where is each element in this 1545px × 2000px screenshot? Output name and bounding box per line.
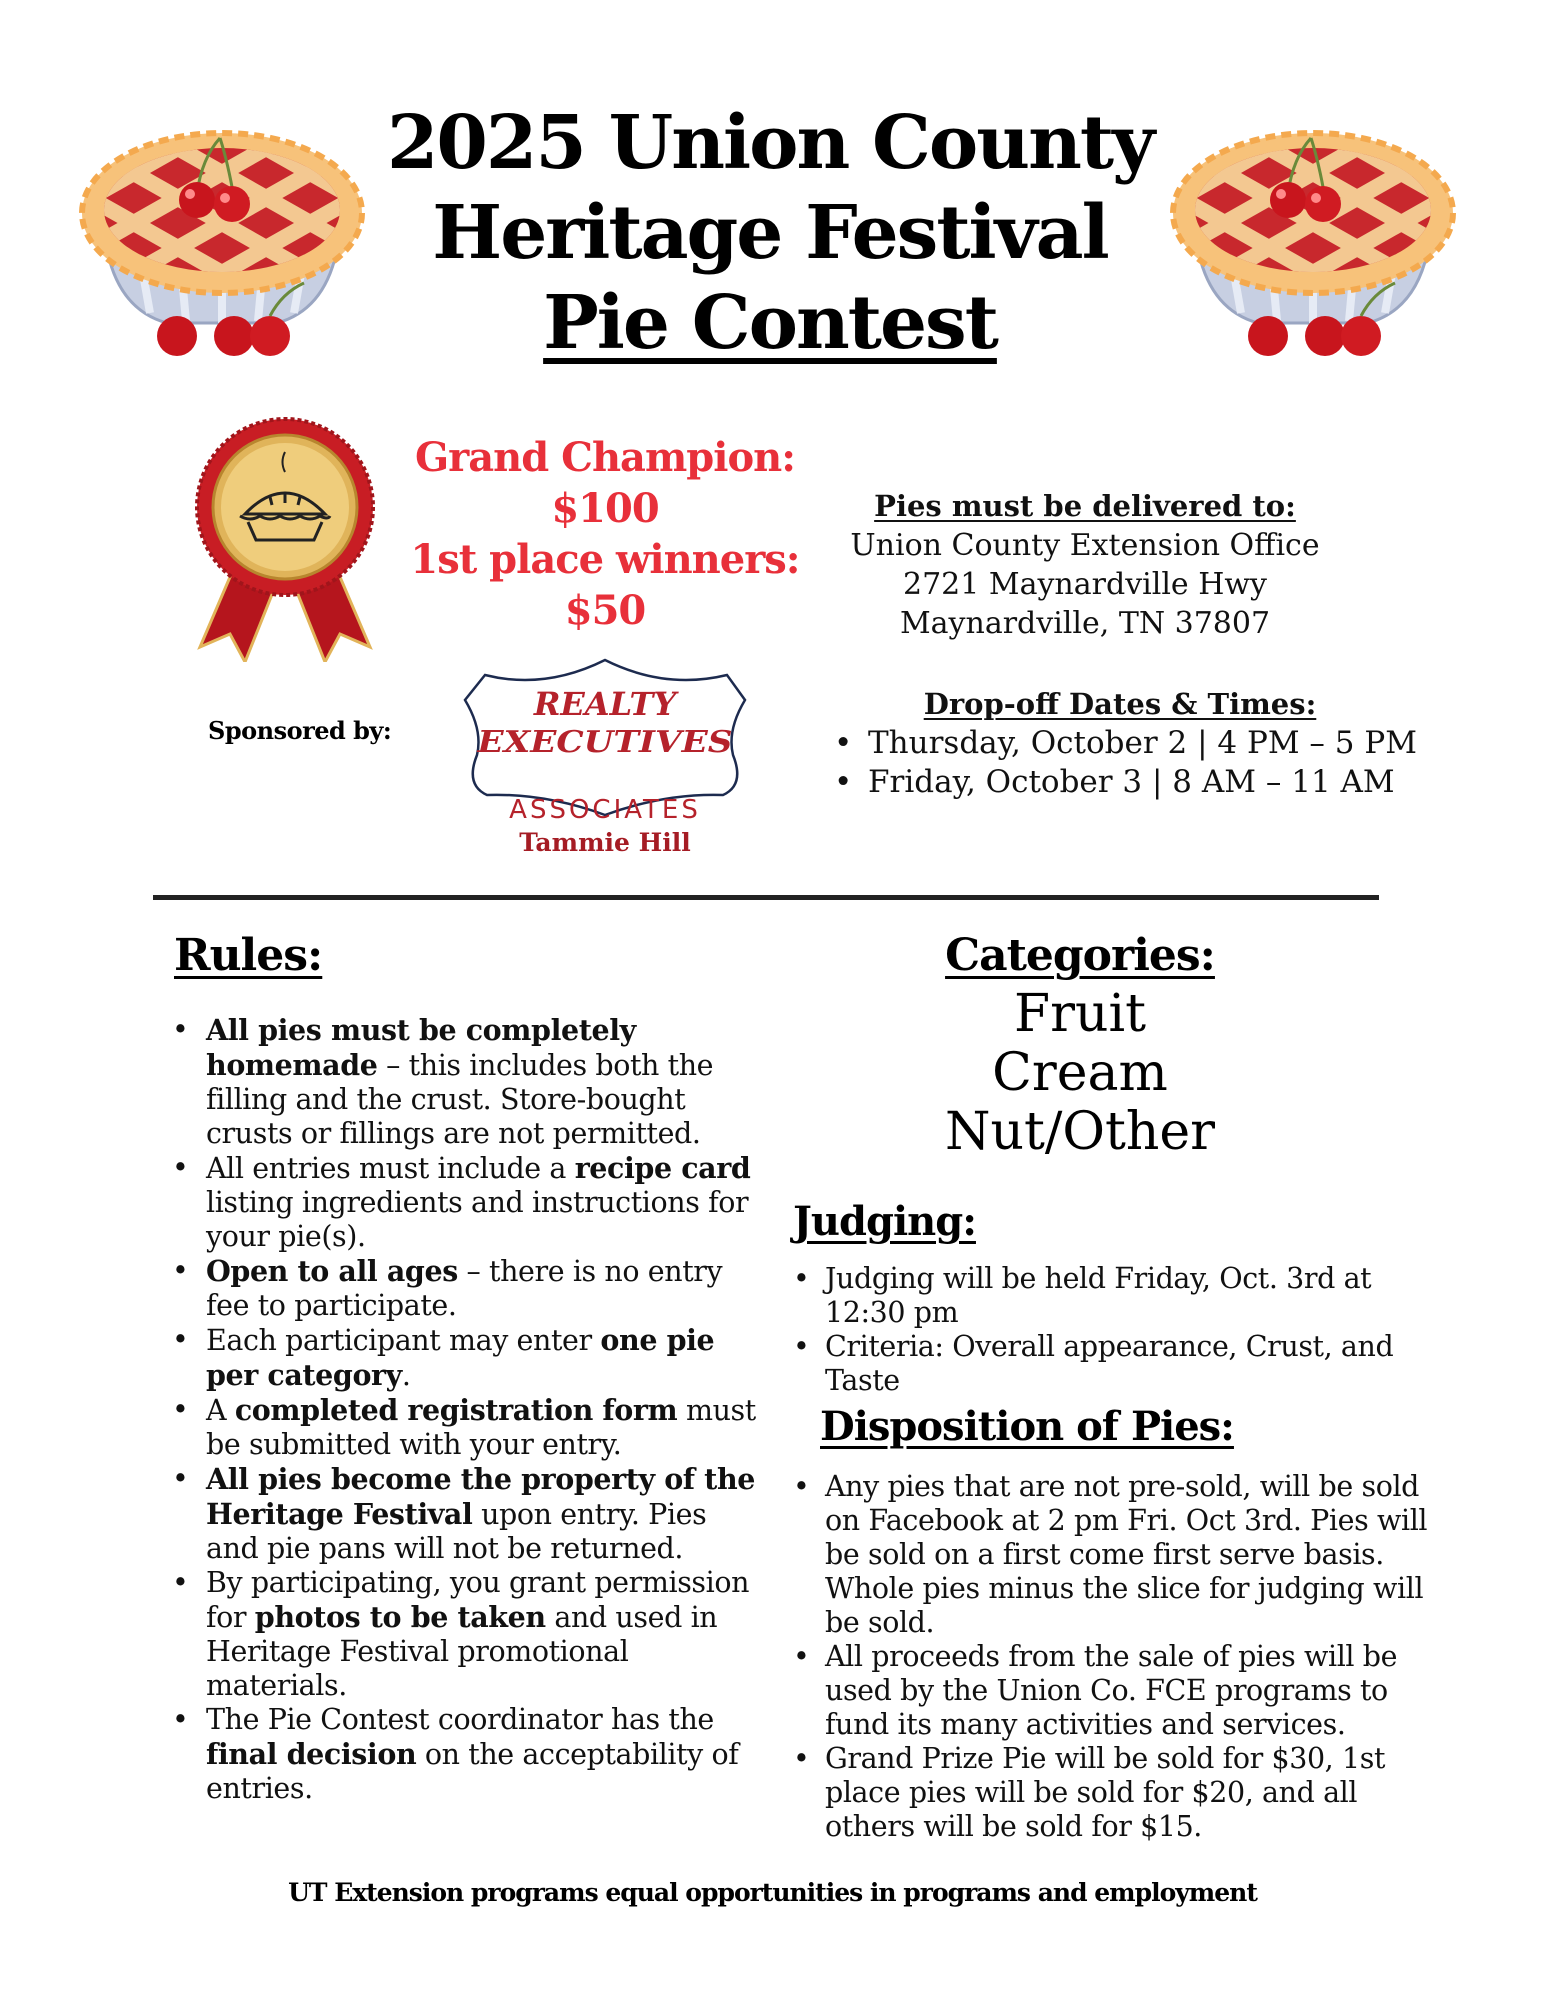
rule-emphasis: one pie per category (206, 1323, 715, 1392)
delivery-heading: Pies must be delivered to: (874, 489, 1296, 523)
judging-heading: Judging: (793, 1198, 976, 1245)
rule-text: A (206, 1394, 235, 1427)
rule-item (172, 1393, 762, 1462)
disposition-item: • All proceeds from the sale of pies will be used by the Union Co. FCE programs to fund its many activities and services. (793, 1640, 1443, 1742)
title-line-3: Pie Contest (543, 280, 997, 366)
cherry-pie-icon (72, 118, 372, 358)
award-ribbon-medal-icon (190, 412, 380, 662)
first-place-label: 1st place winners: (410, 536, 800, 583)
disposition-list (793, 1470, 1443, 1844)
title-line-2: Heritage Festival (432, 190, 1108, 276)
rule-text: upon entry. Pies and pie pans will not be returned. (206, 1498, 707, 1565)
rule-text: All entries must include a (206, 1152, 575, 1185)
rule-item (172, 1703, 762, 1806)
rule-text: on the acceptability of entries. (206, 1738, 739, 1805)
rule-item (172, 1254, 762, 1323)
category-item: Cream (992, 1043, 1168, 1103)
disposition-item: • Any pies that are not pre-sold, will be sold on Facebook at 2 pm Fri. Oct 3rd. Pies will be sold on a first come first serve basis. Whole pies minus the slice for judging will be sold. (793, 1470, 1443, 1640)
rule-emphasis: completed registration form (234, 1393, 678, 1427)
dropoff-item: • Friday, October 3 | 8 AM – 11 AM (868, 763, 1440, 802)
grand-champion-label: Grand Champion: (415, 434, 795, 481)
rule-emphasis: photos to be taken (254, 1600, 546, 1634)
rule-item (172, 1151, 762, 1254)
first-place-amount: $50 (564, 587, 646, 634)
judging-item: • Judging will be held Friday, Oct. 3rd at 12:30 pm (793, 1262, 1433, 1330)
dropoff-list (820, 724, 1440, 802)
rule-text: – this includes both the filling and the crust. Store-bought crusts or fillings are not permitted. (206, 1049, 714, 1150)
logo-text-realty: REALTY (533, 685, 677, 723)
category-item: Fruit (1014, 984, 1146, 1044)
delivery-address-line: Maynardville, TN 37807 (899, 606, 1271, 641)
judging-item: • Criteria: Overall appearance, Crust, and Taste (793, 1330, 1433, 1398)
judging-list (793, 1262, 1433, 1398)
rule-item (172, 1462, 762, 1566)
category-item: Nut/Other (944, 1102, 1216, 1162)
delivery-info (840, 487, 1330, 643)
logo-text-executives: EXECUTIVES (476, 725, 733, 760)
rule-text: The Pie Contest coordinator has the (206, 1703, 714, 1736)
rule-emphasis: final decision (206, 1737, 417, 1771)
rule-text: By participating, you grant permission for (206, 1566, 750, 1634)
cherry-pie-icon (1163, 118, 1463, 358)
rule-emphasis: All pies must be completely homemade (206, 1013, 636, 1082)
rules-heading: Rules: (174, 930, 323, 981)
rule-text: . (401, 1359, 411, 1392)
rule-text: must be submitted with your entry. (206, 1394, 756, 1461)
logo-associates: ASSOCIATES (509, 795, 701, 825)
rule-item (172, 1566, 762, 1703)
categories-heading-text: Categories: (945, 930, 1215, 981)
delivery-address-line: 2721 Maynardville Hwy (903, 567, 1267, 602)
page-title (360, 98, 1180, 368)
prize-amounts (395, 432, 815, 636)
delivery-address-line: Union County Extension Office (850, 528, 1320, 563)
disposition-heading: Disposition of Pies: (820, 1403, 1234, 1450)
dropoff-heading: Drop-off Dates & Times: (923, 687, 1317, 721)
dropoff-info (820, 685, 1440, 802)
rule-text: listing ingredients and instructions for your pie(s). (206, 1186, 749, 1253)
sponsor-name: Tammie Hill (519, 828, 691, 857)
rule-text: Each participant may enter (206, 1324, 601, 1357)
rule-text: and used in Heritage Festival promotional materials. (206, 1601, 718, 1702)
disposition-item: • Grand Prize Pie will be sold for $30, 1st place pies will be sold for $20, and all others will be sold for $15. (793, 1742, 1443, 1844)
dropoff-item: • Thursday, October 2 | 4 PM – 5 PM (868, 724, 1440, 763)
rule-item (172, 1323, 762, 1393)
rules-list (172, 1013, 762, 1806)
rule-text: – there is no entry fee to participate. (206, 1255, 723, 1322)
categories-list (830, 985, 1330, 1162)
title-line-1: 2025 Union County (386, 100, 1154, 186)
rule-emphasis: recipe card (574, 1151, 751, 1185)
rule-emphasis: All pies become the property of the Heritage Festival (206, 1462, 756, 1531)
rule-emphasis: Open to all ages (206, 1254, 458, 1288)
grand-champion-amount: $100 (551, 485, 659, 532)
categories-heading (830, 930, 1330, 981)
sponsored-by-label: Sponsored by: (208, 716, 392, 745)
section-divider (153, 895, 1379, 900)
footer-disclaimer: UT Extension programs equal opportunities in programs and employment (288, 1878, 1257, 1907)
rule-item (172, 1013, 762, 1151)
